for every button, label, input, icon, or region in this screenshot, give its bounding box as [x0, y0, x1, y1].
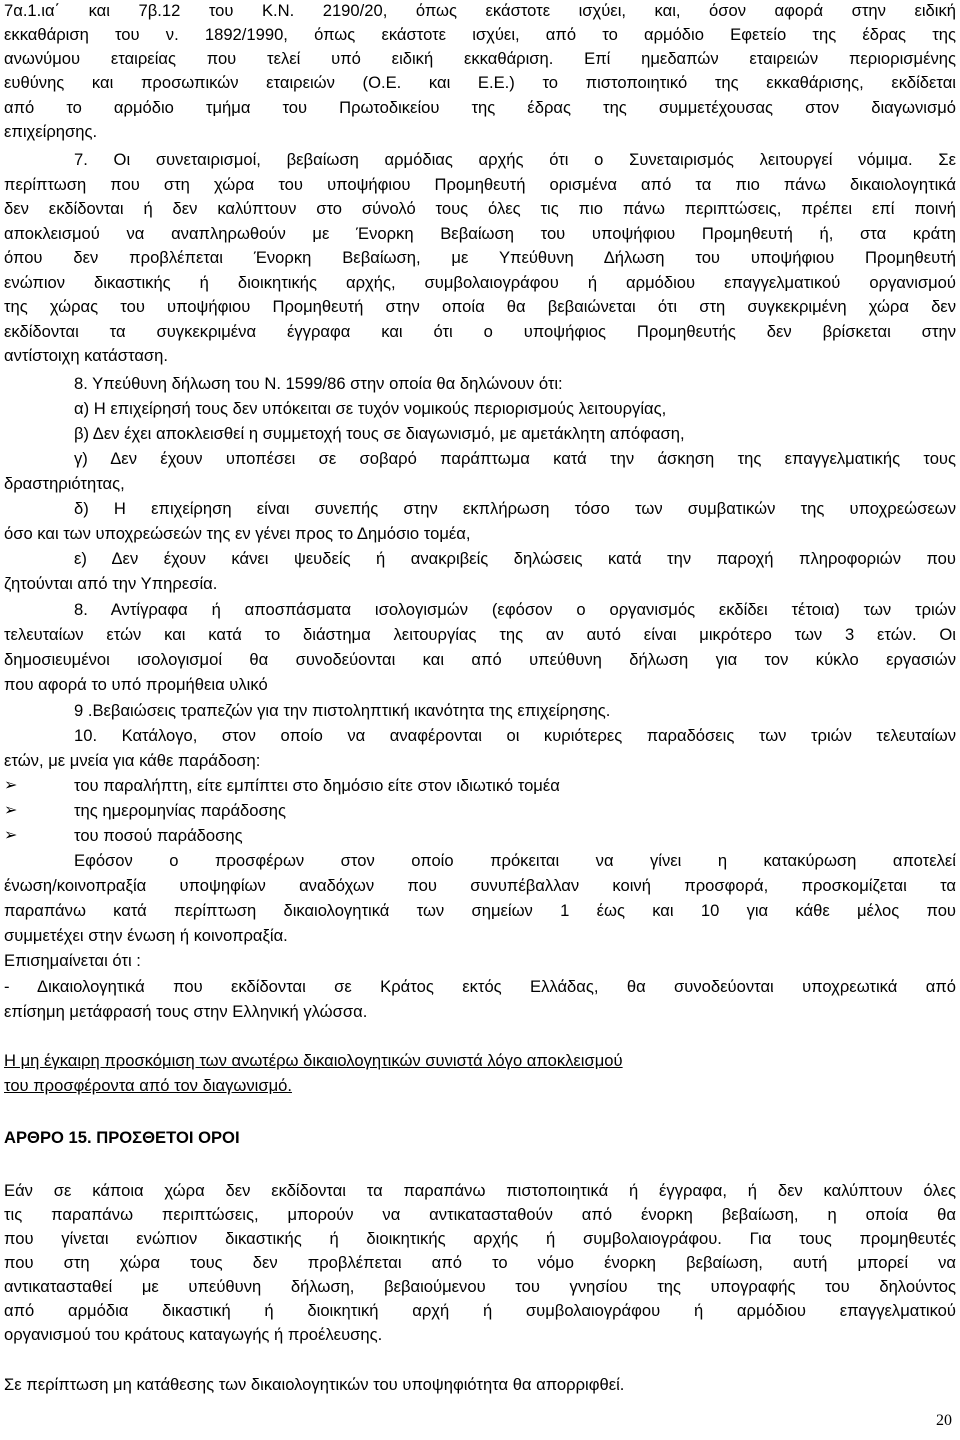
item-8-clause-b: β) Δεν έχει αποκλεισθεί η συμμετοχή τους σε διαγωνισμό, με αμετάκλητη απόφαση,	[74, 424, 685, 443]
item-8-clause-d: όσο και των υποχρεώσεών της εν γένει προς το Δημόσιο τομέα,	[4, 524, 471, 543]
notice-heading: Επισημαίνεται ότι :	[4, 951, 141, 970]
article-15-line: που γίνεται ενώπιον δικαστικής ή διοικητικής αρχής ή συμβολαιογράφου. Για τους προμηθευτές	[4, 1229, 956, 1248]
item-8b-line: δημοσιευμένοι ισολογισμοί θα συνοδεύονται και από υπεύθυνη δήλωση για τον κύκλο εργασιών	[4, 650, 956, 669]
page-number: 20	[936, 1412, 952, 1429]
item-8-clause-e: ζητούνται από την Υπηρεσία.	[4, 574, 218, 593]
item-10-continuation: Εφόσον ο προσφέρων στον οποίο πρόκειται να γίνει η κατακύρωση αποτελεί	[74, 851, 956, 870]
item-7-line: 7. Οι συνεταιρισμοί, βεβαίωση αρμόδιας αρχής ότι ο Συνεταιρισμός λειτουργεί νόμιμα. Σε	[74, 150, 956, 169]
item-10-continuation: παραπάνω κατά περίπτωση δικαιολογητικά των σημείων 1 έως και 10 για κάθε μέλος που	[4, 901, 956, 920]
article-15-line: αντικατασταθεί με υπεύθυνη δήλωση, βεβαιούμενου του γνησίου της υπογραφής του δηλούντος	[4, 1277, 956, 1296]
article-15-line: Εάν σε κάποια χώρα δεν εκδίδονται τα παραπάνω πιστοποιητικά ή έγγραφα, ή δεν καλύπτουν όλες	[4, 1181, 956, 1200]
article-15-line: από αρμόδια δικαστική ή διοικητική αρχή ή συμβολαιογράφου ή αρμόδιου επαγγελματικού	[4, 1301, 956, 1320]
arrow-bullet-icon: ➢	[4, 802, 18, 819]
item-8-clause-a: α) Η επιχείρησή τους δεν υπόκειται σε τυχόν νομικούς περιορισμούς λειτουργίας,	[74, 399, 667, 418]
item-8b-line: που αφορά το υπό προμήθεια υλικό	[4, 675, 268, 694]
item-9: 9 .Βεβαιώσεις τραπεζών για την πιστοληπτική ικανότητα της επιχείρησης.	[74, 701, 611, 720]
paragraph-line: ανωνύμου εταιρείας που τελεί υπό ειδική εκκαθάριση. Επί ημεδαπών εταιρειών περιορισμένης	[4, 49, 956, 68]
item-7-line: της χώρας του υποψήφιου Προμηθευτή στην οποία θα βεβαιώνεται ότι στη συγκεκριμένη χώρα δεν	[4, 297, 956, 316]
item-8-clause-e: ε) Δεν έχουν κάνει ψευδείς ή ανακριβείς δηλώσεις κατά την παροχή πληροφοριών που	[74, 549, 956, 568]
item-7-line: ενώπιον δικαστικής ή διοικητικής αρχής, συμβολαιογράφου ή αρμόδιου επαγγελματικού οργανισμού	[4, 273, 956, 292]
item-10-line: 10. Κατάλογο, στον οποίο να αναφέρονται οι κυριότερες παραδόσεις των τριών τελευταίων	[74, 726, 956, 745]
item-8b-line: 8. Αντίγραφα ή αποσπάσματα ισολογισμών (εφόσον ο οργανισμός εκδίδει τέτοια) των τριών	[74, 600, 956, 619]
item-7-line: αντίστοιχη κατάσταση.	[4, 346, 168, 365]
item-8-intro: 8. Υπεύθυνη δήλωση του Ν. 1599/86 στην οποία θα δηλώνουν ότι:	[74, 374, 563, 393]
article-15-line: τις παραπάνω περιπτώσεις, μπορούν να αντικατασταθούν από ένορκη βεβαίωση, η οποία θα	[4, 1205, 956, 1224]
final-statement: Σε περίπτωση μη κατάθεσης των δικαιολογητικών του υποψηφιότητα θα απορριφθεί.	[4, 1375, 625, 1394]
item-10-continuation: συμμετέχει στην ένωση ή κοινοπραξία.	[4, 926, 288, 945]
paragraph-line: από το αρμόδιο τμήμα του Πρωτοδικείου της έδρας της συμμετέχουσας στον διαγωνισμό	[4, 98, 956, 117]
item-8-clause-c: δραστηριότητας,	[4, 474, 125, 493]
item-8-clause-c: γ) Δεν έχουν υποπέσει σε σοβαρό παράπτωμα κατά την άσκηση της επαγγελματικής τους	[74, 449, 956, 468]
item-7-line: περίπτωση που στη χώρα του υποψήφιου Προμηθευτή ορισμένα από τα πιο πάνω δικαιολογητικά	[4, 175, 956, 194]
warning-line: Η μη έγκαιρη προσκόμιση των ανωτέρω δικαιολογητικών συνιστά λόγο αποκλεισμού	[4, 1051, 623, 1070]
item-7-line: δεν εκδίδονται ή δεν καλύπτουν στο σύνολό τους όλες τις πιο πάνω περιπτώσεις, πρέπει επί ποινή	[4, 199, 956, 218]
item-8b-line: τελευταίων ετών και κατά το διάστημα λειτουργίας της αν αυτό είναι μικρότερο των 3 ετών. Οι	[4, 625, 956, 644]
article-title: ΑΡΘΡΟ 15. ΠΡΟΣΘΕΤΟΙ ΟΡΟΙ	[4, 1128, 240, 1147]
arrow-bullet-icon: ➢	[4, 827, 18, 844]
item-10-line: ετών, με μνεία για κάθε παράδοση:	[4, 751, 261, 770]
warning-line: του προσφέροντα από τον διαγωνισμό.	[4, 1076, 292, 1095]
bullet-item: του παραλήπτη, είτε εμπίπτει στο δημόσιο είτε στον ιδιωτικό τομέα	[74, 776, 560, 795]
arrow-bullet-icon: ➢	[4, 777, 18, 794]
article-15-line: οργανισμού του κράτους καταγωγής ή προέλευσης.	[4, 1325, 383, 1344]
paragraph-line: επιχείρησης.	[4, 122, 98, 141]
article-15-line: που στη χώρα τους δεν προβλέπεται από το νόμο ένορκη βεβαίωση, αυτή μπορεί να	[4, 1253, 956, 1272]
item-7-line: όπου δεν προβλέπεται Ένορκη Βεβαίωση, με Υπεύθυνη Δήλωση του υποψήφιου Προμηθευτή	[4, 248, 956, 267]
item-7-line: αποκλεισμού να αναπληρωθούν με Ένορκη Βεβαίωση του υποψήφιου Προμηθευτή ή, στα κράτη	[4, 224, 956, 243]
notice-line: επίσημη μετάφρασή τους στην Ελληνική γλώσσα.	[4, 1002, 368, 1021]
bullet-item: της ημερομηνίας παράδοσης	[74, 801, 286, 820]
item-7-line: εκδίδονται τα συγκεκριμένα έγγραφα και ότι ο υποψήφιος Προμηθευτής δεν βρίσκεται στην	[4, 322, 956, 341]
paragraph-line: ευθύνης και προσωπικών εταιρειών (Ο.Ε. και Ε.Ε.) το πιστοποιητικό της εκκαθάρισης, εκδίδεται	[4, 73, 956, 92]
paragraph-line: εκκαθάριση του ν. 1892/1990, όπως εκάστοτε ισχύει, από το αρμόδιο Εφετείο της έδρας της	[4, 25, 956, 44]
item-8-clause-d: δ) Η επιχείρηση είναι συνεπής στην εκπλήρωση τόσο των συμβατικών της υποχρεώσεων	[74, 499, 956, 518]
bullet-item: του ποσού παράδοσης	[74, 826, 243, 845]
paragraph-line: 7α.1.ια΄ και 7β.12 του Κ.Ν. 2190/20, όπως εκάστοτε ισχύει, και, όσον αφορά στην ειδική	[4, 1, 956, 20]
item-10-continuation: ένωση/κοινοπραξία υποψηφίων αναδόχων που συνυπέβαλλαν κοινή προσφορά, προσκομίζεται τα	[4, 876, 956, 895]
notice-line: - Δικαιολογητικά που εκδίδονται σε Κράτος εκτός Ελλάδας, θα συνοδεύονται υποχρεωτικά από	[4, 977, 956, 996]
